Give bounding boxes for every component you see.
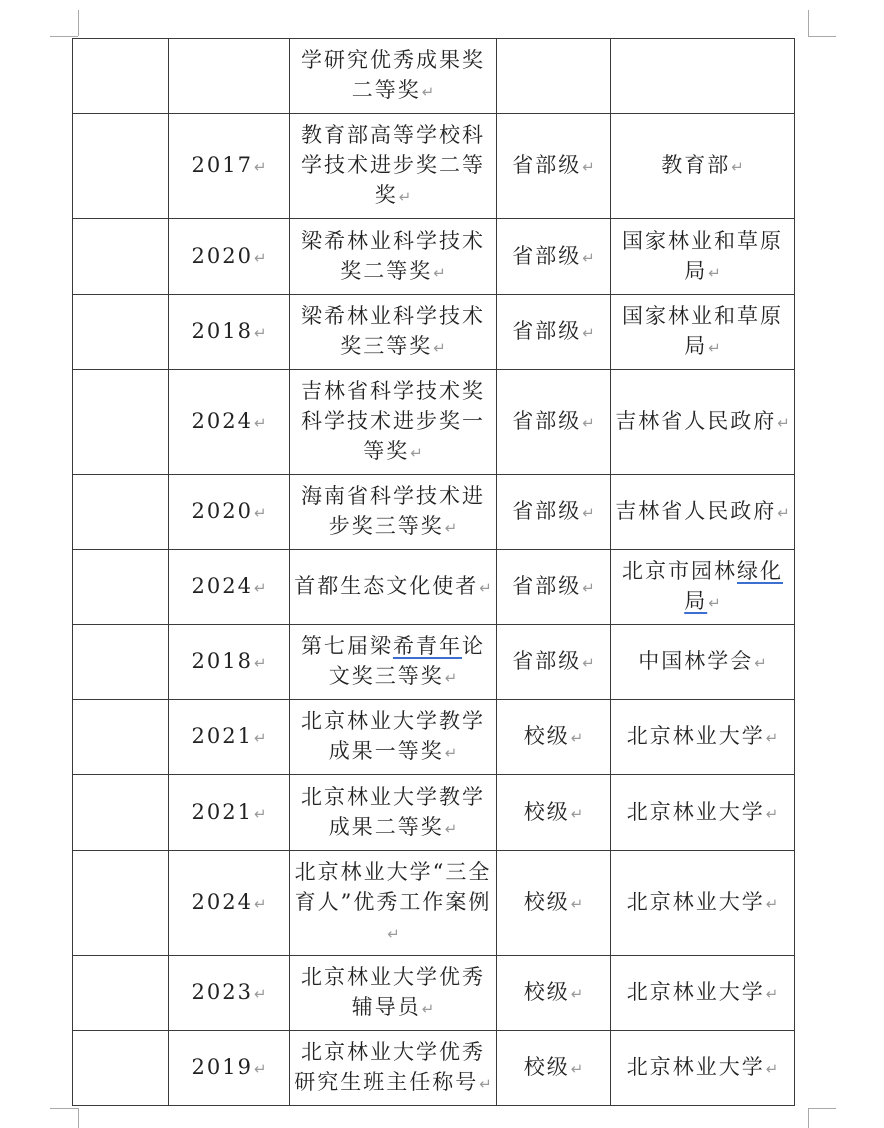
paragraph-mark-icon: ↵ — [479, 579, 492, 597]
issuer-cell — [611, 219, 795, 295]
award-level-cell — [497, 370, 611, 475]
paragraph-mark-icon: ↵ — [765, 895, 779, 913]
crop-mark-bottom-left-h — [50, 1108, 78, 1109]
paragraph-mark-icon: ↵ — [582, 504, 595, 522]
issuer-cell — [611, 114, 795, 219]
year-cell — [169, 39, 290, 114]
issuer-text: 中国林学会 — [638, 649, 754, 673]
award-level-cell — [497, 39, 611, 114]
blank-cell — [73, 625, 169, 700]
award-name-cell — [290, 700, 497, 775]
table-row — [73, 700, 795, 775]
issuer-cell — [611, 956, 795, 1031]
award-name-text: 第七届梁希青年论文奖三等奖 — [301, 634, 485, 688]
paragraph-mark-icon: ↵ — [444, 669, 458, 687]
crop-mark-bottom-right-v — [808, 1108, 809, 1128]
table-row — [73, 295, 795, 370]
paragraph-mark-icon: ↵ — [570, 1060, 584, 1078]
paragraph-mark-icon: ↵ — [765, 985, 779, 1003]
awards-table — [72, 38, 795, 1106]
paragraph-mark-icon: ↵ — [253, 248, 267, 267]
year-text: 2024 — [191, 409, 253, 433]
award-level-cell — [497, 956, 611, 1031]
year-text: 2021 — [191, 724, 253, 748]
award-name-cell — [290, 370, 497, 475]
year-cell — [169, 700, 290, 775]
issuer-text: 吉林省人民政府 — [615, 409, 777, 433]
award-level-cell — [497, 851, 611, 956]
year-text: 2018 — [191, 319, 253, 343]
award-name-text: 北京林业大学教学成果一等奖 — [301, 709, 485, 763]
award-name-text: 海南省科学技术进步奖三等奖 — [301, 484, 485, 538]
blank-cell — [73, 1031, 169, 1106]
award-level-cell — [497, 1031, 611, 1106]
paragraph-mark-icon: ↵ — [731, 158, 744, 176]
crop-mark-bottom-left-v — [78, 1108, 79, 1128]
award-name-text: 北京林业大学“三全育人”优秀工作案例 — [294, 860, 492, 914]
paragraph-mark-icon: ↵ — [777, 414, 790, 432]
table-row — [73, 550, 795, 625]
award-name-cell — [290, 475, 497, 550]
crop-mark-top-right-h — [808, 36, 836, 37]
year-cell — [169, 114, 290, 219]
award-level-text: 校级 — [523, 799, 570, 824]
award-name-cell — [290, 550, 497, 625]
year-text: 2024 — [191, 890, 253, 914]
issuer-cell — [611, 370, 795, 475]
table-row — [73, 1031, 795, 1106]
issuer-cell — [611, 851, 795, 956]
year-cell — [169, 550, 290, 625]
award-level-text: 省部级 — [512, 319, 582, 343]
issuer-text: 北京林业大学 — [626, 799, 765, 824]
award-name-cell — [290, 956, 497, 1031]
award-name-text: 梁希林业科学技术奖三等奖 — [301, 304, 485, 358]
year-cell — [169, 851, 290, 956]
award-level-cell — [497, 295, 611, 370]
year-cell — [169, 625, 290, 700]
paragraph-mark-icon: ↵ — [444, 519, 458, 537]
year-text: 2021 — [191, 799, 253, 824]
paragraph-mark-icon: ↵ — [570, 895, 584, 913]
paragraph-mark-icon: ↵ — [253, 804, 267, 823]
blank-cell — [73, 475, 169, 550]
paragraph-mark-icon: ↵ — [582, 324, 595, 342]
paragraph-mark-icon: ↵ — [708, 339, 721, 357]
blank-cell — [73, 700, 169, 775]
year-text: 2020 — [191, 243, 253, 268]
issuer-cell — [611, 550, 795, 625]
paragraph-mark-icon: ↵ — [387, 925, 400, 943]
year-text: 2024 — [191, 574, 253, 598]
issuer-text: 吉林省人民政府 — [615, 499, 777, 523]
paragraph-mark-icon: ↵ — [253, 1060, 267, 1078]
issuer-cell — [611, 700, 795, 775]
issuer-text: 北京林业大学 — [626, 890, 765, 914]
award-level-text: 省部级 — [512, 574, 582, 598]
crop-mark-top-left-h — [50, 36, 78, 37]
award-name-cell — [290, 39, 497, 114]
issuer-cell — [611, 475, 795, 550]
year-text: 2019 — [191, 1055, 253, 1079]
paragraph-mark-icon: ↵ — [570, 804, 584, 823]
award-name-text: 北京林业大学教学成果二等奖 — [301, 784, 485, 839]
paragraph-mark-icon: ↵ — [582, 579, 595, 597]
award-level-text: 校级 — [523, 890, 570, 914]
paragraph-mark-icon: ↵ — [444, 819, 458, 838]
award-name-text: 北京林业大学优秀辅导员 — [301, 965, 485, 1019]
paragraph-mark-icon: ↵ — [570, 729, 584, 747]
paragraph-mark-icon: ↵ — [479, 1075, 492, 1093]
award-name-cell — [290, 625, 497, 700]
award-level-text: 省部级 — [512, 243, 582, 268]
award-name-cell — [290, 775, 497, 851]
table-row — [73, 956, 795, 1031]
award-level-text: 校级 — [523, 724, 570, 748]
paragraph-mark-icon: ↵ — [582, 158, 595, 176]
paragraph-mark-icon: ↵ — [421, 83, 435, 101]
paragraph-mark-icon: ↵ — [777, 504, 790, 522]
crop-mark-top-right-v — [808, 10, 809, 36]
paragraph-mark-icon: ↵ — [765, 729, 779, 747]
paragraph-mark-icon: ↵ — [421, 1000, 435, 1018]
blank-cell — [73, 219, 169, 295]
paragraph-mark-icon: ↵ — [765, 1060, 779, 1078]
paragraph-mark-icon: ↵ — [410, 444, 423, 462]
table-row — [73, 39, 795, 114]
year-text: 2018 — [191, 649, 253, 673]
paragraph-mark-icon: ↵ — [253, 895, 267, 913]
paragraph-mark-icon: ↵ — [582, 414, 595, 432]
year-cell — [169, 475, 290, 550]
paragraph-mark-icon: ↵ — [253, 504, 267, 522]
table-row — [73, 775, 795, 851]
blank-cell — [73, 851, 169, 956]
year-text: 2020 — [191, 499, 253, 523]
table-row — [73, 370, 795, 475]
award-level-cell — [497, 114, 611, 219]
award-name-text: 学研究优秀成果奖二等奖 — [301, 48, 485, 102]
paragraph-mark-icon: ↵ — [754, 654, 767, 672]
award-name-text: 北京林业大学优秀研究生班主任称号 — [294, 1040, 485, 1094]
award-name-cell — [290, 295, 497, 370]
year-cell — [169, 295, 290, 370]
blank-cell — [73, 39, 169, 114]
award-name-text: 首都生态文化使者 — [294, 574, 479, 598]
issuer-cell — [611, 775, 795, 851]
paragraph-mark-icon: ↵ — [708, 594, 721, 612]
table-row — [73, 625, 795, 700]
year-cell — [169, 370, 290, 475]
crop-mark-bottom-right-h — [808, 1108, 836, 1109]
award-level-text: 省部级 — [512, 499, 582, 523]
issuer-cell — [611, 39, 795, 114]
issuer-text: 北京林业大学 — [626, 1055, 765, 1079]
year-cell — [169, 1031, 290, 1106]
issuer-text: 国家林业和草原局 — [622, 228, 783, 283]
award-name-text: 梁希林业科学技术奖二等奖 — [301, 228, 485, 283]
paragraph-mark-icon: ↵ — [582, 248, 595, 267]
issuer-text: 教育部 — [661, 153, 731, 177]
issuer-text: 北京林业大学 — [626, 980, 765, 1004]
paragraph-mark-icon: ↵ — [253, 579, 267, 597]
blank-cell — [73, 775, 169, 851]
award-level-cell — [497, 625, 611, 700]
issuer-text: 国家林业和草原局 — [622, 304, 783, 358]
issuer-cell — [611, 1031, 795, 1106]
crop-mark-top-left-v — [78, 10, 79, 36]
paragraph-mark-icon: ↵ — [253, 654, 267, 672]
award-name-cell — [290, 219, 497, 295]
table-row — [73, 851, 795, 956]
award-level-text: 省部级 — [512, 409, 582, 433]
paragraph-mark-icon: ↵ — [253, 985, 267, 1003]
blank-cell — [73, 370, 169, 475]
year-text: 2023 — [191, 980, 253, 1004]
award-level-cell — [497, 550, 611, 625]
award-level-text: 校级 — [523, 1055, 570, 1079]
award-level-text: 省部级 — [512, 153, 582, 177]
award-name-cell — [290, 1031, 497, 1106]
paragraph-mark-icon: ↵ — [398, 188, 412, 206]
issuer-cell — [611, 295, 795, 370]
award-name-cell — [290, 114, 497, 219]
blank-cell — [73, 114, 169, 219]
year-cell — [169, 775, 290, 851]
paragraph-mark-icon: ↵ — [708, 263, 721, 282]
award-name-cell — [290, 851, 497, 956]
blank-cell — [73, 550, 169, 625]
award-level-text: 省部级 — [512, 649, 582, 673]
awards-table-body — [73, 39, 795, 1106]
award-level-cell — [497, 475, 611, 550]
issuer-text: 北京市园林绿化局 — [622, 559, 783, 613]
award-level-text: 校级 — [523, 980, 570, 1004]
table-row — [73, 219, 795, 295]
paragraph-mark-icon: ↵ — [253, 158, 267, 176]
paragraph-mark-icon: ↵ — [433, 263, 446, 282]
year-cell — [169, 219, 290, 295]
award-level-cell — [497, 775, 611, 851]
award-level-cell — [497, 700, 611, 775]
paragraph-mark-icon: ↵ — [765, 804, 779, 823]
award-name-text: 教育部高等学校科学技术进步奖二等奖 — [301, 123, 485, 207]
award-name-text: 吉林省科学技术奖科学技术进步奖一等奖 — [301, 379, 485, 463]
issuer-text: 北京林业大学 — [626, 724, 765, 748]
paragraph-mark-icon: ↵ — [253, 729, 267, 747]
year-cell — [169, 956, 290, 1031]
year-text: 2017 — [191, 153, 253, 177]
paragraph-mark-icon: ↵ — [444, 744, 458, 762]
paragraph-mark-icon: ↵ — [253, 324, 267, 342]
table-row — [73, 475, 795, 550]
blank-cell — [73, 295, 169, 370]
paragraph-mark-icon: ↵ — [433, 339, 446, 357]
blank-cell — [73, 956, 169, 1031]
issuer-cell — [611, 625, 795, 700]
paragraph-mark-icon: ↵ — [253, 414, 267, 432]
table-row — [73, 114, 795, 219]
paragraph-mark-icon: ↵ — [582, 654, 595, 672]
award-level-cell — [497, 219, 611, 295]
paragraph-mark-icon: ↵ — [570, 985, 584, 1003]
